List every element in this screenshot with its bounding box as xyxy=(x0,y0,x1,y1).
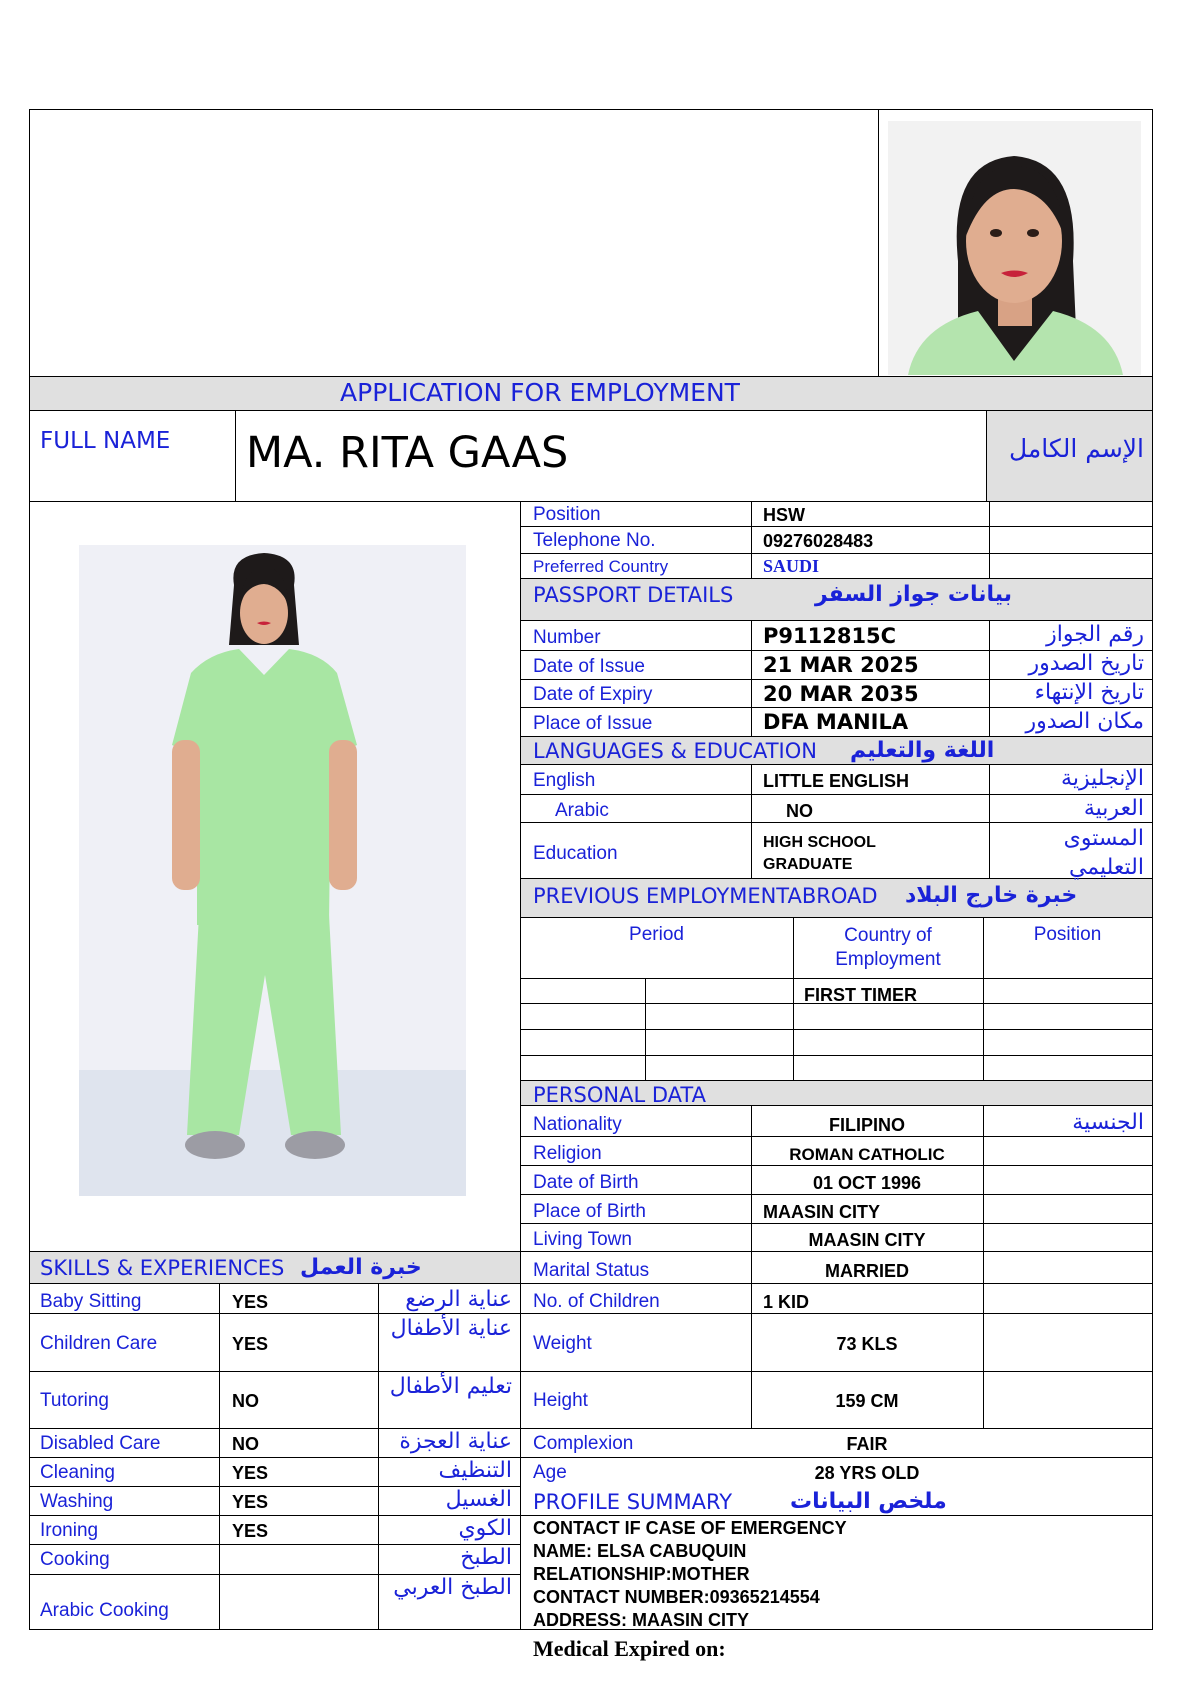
expiry-date-label: Date of Expiry xyxy=(533,684,653,705)
education-value: HIGH SCHOOL GRADUATE xyxy=(763,834,876,873)
pob-label: Place of Birth xyxy=(533,1201,646,1222)
skill-ironing-value: YES xyxy=(232,1521,269,1541)
expiry-date-ar: تاريخ الإنتهاء xyxy=(1034,680,1144,705)
passport-number-value: P9112815C xyxy=(763,624,897,648)
education-label: Education xyxy=(533,843,618,864)
preferred-country-value: SAUDI xyxy=(763,556,820,576)
skill-tutoring-ar: تعليم الأطفال xyxy=(389,1374,512,1399)
children-label: No. of Children xyxy=(533,1291,660,1312)
age-value: 28 YRS OLD xyxy=(814,1463,920,1483)
period-header: Period xyxy=(629,924,684,945)
skill-baby-sitting-value: YES xyxy=(232,1292,269,1312)
skill-disabled-care-ar: عناية العجزة xyxy=(399,1429,512,1454)
skill-baby-sitting-label: Baby Sitting xyxy=(40,1291,142,1312)
skill-children-care-label: Children Care xyxy=(40,1333,158,1354)
employment-title-ar: خبرة خارج البلاد xyxy=(905,883,1078,908)
skill-washing-value: YES xyxy=(232,1492,269,1512)
issue-place-label: Place of Issue xyxy=(533,713,653,734)
skill-washing-ar: الغسيل xyxy=(445,1487,512,1512)
complexion-value: FAIR xyxy=(846,1434,888,1454)
passport-title: PASSPORT DETAILS xyxy=(533,583,734,607)
position-header: Position xyxy=(1033,924,1102,945)
issue-place-value: DFA MANILA xyxy=(763,710,909,734)
skill-ironing-ar: الكوي xyxy=(458,1516,512,1541)
position-value: HSW xyxy=(763,505,805,525)
full-name-ar: الإسم الكامل xyxy=(1008,434,1144,463)
employment-title: PREVIOUS EMPLOYMENTABROAD xyxy=(533,884,878,908)
personal-title: PERSONAL DATA xyxy=(533,1083,706,1107)
skill-children-care-value: YES xyxy=(232,1334,269,1354)
religion-value: ROMAN CATHOLIC xyxy=(789,1145,945,1164)
issue-date-value: 21 MAR 2025 xyxy=(763,653,919,677)
medical-expiry-label: Medical Expired on: xyxy=(533,1636,726,1661)
profile-line-3: RELATIONSHIP:MOTHER xyxy=(533,1564,750,1584)
english-label: English xyxy=(533,770,596,791)
portrait-photo xyxy=(888,121,1141,375)
dob-label: Date of Birth xyxy=(533,1172,639,1193)
passport-number-label: Number xyxy=(533,627,601,648)
passport-number-ar: رقم الجواز xyxy=(1046,622,1144,647)
skill-cooking-ar: الطبخ xyxy=(460,1545,512,1570)
weight-label: Weight xyxy=(533,1333,592,1354)
education-ar: المستوى التعليمي xyxy=(1063,826,1144,880)
full-body-photo xyxy=(79,545,466,1196)
issue-date-ar: تاريخ الصدور xyxy=(1028,651,1144,676)
profile-line-4: CONTACT NUMBER:09365214554 xyxy=(533,1587,820,1607)
preferred-country-label: Preferred Country xyxy=(533,557,669,576)
skill-cleaning-ar: التنظيف xyxy=(438,1458,512,1483)
nationality-value: FILIPINO xyxy=(829,1115,905,1135)
living-town-value: MAASIN CITY xyxy=(808,1230,926,1250)
telephone-value: 09276028483 xyxy=(763,531,874,551)
skill-tutoring-value: NO xyxy=(232,1391,259,1411)
age-label: Age xyxy=(533,1462,567,1483)
skill-disabled-care-value: NO xyxy=(232,1434,259,1454)
country-header: Country of Employment xyxy=(835,925,941,970)
profile-line-1: CONTACT IF CASE OF EMERGENCY xyxy=(533,1518,847,1538)
skill-tutoring-label: Tutoring xyxy=(40,1390,109,1411)
employment-country-1: FIRST TIMER xyxy=(804,985,917,1005)
skill-children-care-ar: عناية الأطفال xyxy=(390,1316,512,1341)
nationality-ar: الجنسية xyxy=(1072,1110,1144,1135)
languages-title-ar: اللغة والتعليم xyxy=(850,738,995,763)
issue-date-label: Date of Issue xyxy=(533,656,645,677)
position-label: Position xyxy=(533,504,601,525)
skill-cleaning-label: Cleaning xyxy=(40,1462,115,1483)
arabic-ar: العربية xyxy=(1083,796,1144,821)
profile-line-5: ADDRESS: MAASIN CITY xyxy=(533,1610,750,1630)
complexion-label: Complexion xyxy=(533,1433,634,1454)
english-value: LITTLE ENGLISH xyxy=(763,771,909,791)
skill-washing-label: Washing xyxy=(40,1491,114,1512)
form-title: APPLICATION FOR EMPLOYMENT xyxy=(340,378,740,407)
children-value: 1 KID xyxy=(763,1292,810,1312)
expiry-date-value: 20 MAR 2035 xyxy=(763,682,919,706)
skill-disabled-care-label: Disabled Care xyxy=(40,1433,161,1454)
pob-value: MAASIN CITY xyxy=(763,1202,880,1222)
skill-cooking-label: Cooking xyxy=(40,1549,110,1570)
profile-line-2: NAME: ELSA CABUQUIN xyxy=(533,1541,747,1561)
living-town-label: Living Town xyxy=(533,1229,632,1250)
passport-title-ar: بيانات جواز السفر xyxy=(815,582,1013,607)
weight-value: 73 KLS xyxy=(836,1334,898,1354)
issue-place-ar: مكان الصدور xyxy=(1025,709,1144,734)
marital-status-value: MARRIED xyxy=(825,1261,909,1281)
full-name-value: MA. RITA GAAS xyxy=(246,428,569,478)
marital-status-label: Marital Status xyxy=(533,1260,650,1281)
languages-title: LANGUAGES & EDUCATION xyxy=(533,739,817,763)
full-name-label: FULL NAME xyxy=(40,428,171,454)
arabic-label: Arabic xyxy=(555,800,609,821)
skill-ironing-label: Ironing xyxy=(40,1520,99,1541)
english-ar: الإنجليزية xyxy=(1061,766,1144,791)
dob-value: 01 OCT 1996 xyxy=(812,1173,922,1193)
skills-title: SKILLS & EXPERIENCES xyxy=(40,1256,285,1280)
telephone-label: Telephone No. xyxy=(533,530,656,551)
profile-title: PROFILE SUMMARY xyxy=(533,1490,733,1514)
skill-arabic-cooking-label: Arabic Cooking xyxy=(40,1600,169,1621)
nationality-label: Nationality xyxy=(533,1114,622,1135)
skill-baby-sitting-ar: عناية الرضع xyxy=(405,1287,512,1312)
skill-cleaning-value: YES xyxy=(232,1463,269,1483)
religion-label: Religion xyxy=(533,1143,602,1164)
height-value: 159 CM xyxy=(835,1391,899,1411)
profile-title-ar: ملخص البيانات xyxy=(790,1489,947,1514)
arabic-value: NO xyxy=(786,801,813,821)
skills-title-ar: خبرة العمل xyxy=(300,1255,422,1280)
skill-arabic-cooking-ar: الطبخ العربي xyxy=(393,1575,512,1600)
height-label: Height xyxy=(533,1390,588,1411)
